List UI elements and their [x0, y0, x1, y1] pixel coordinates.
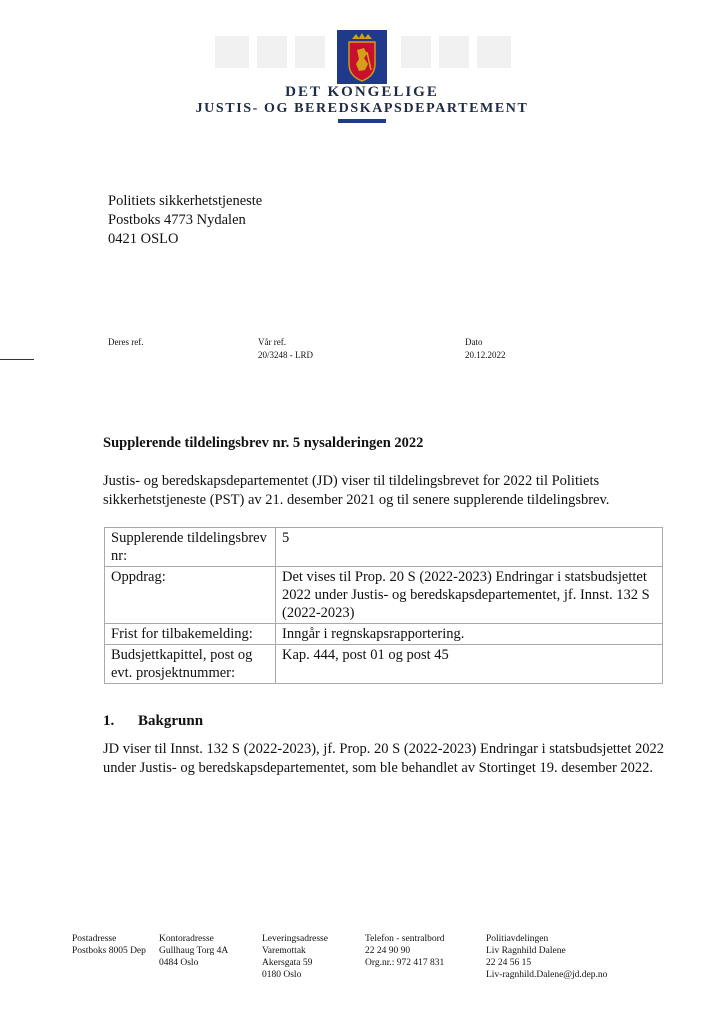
letter-subject: Supplerende tildelingsbrev nr. 5 nysalderingen 2022	[103, 435, 424, 451]
department-name-line1: DET KONGELIGE	[285, 84, 439, 100]
table-key: Oppdrag:	[105, 567, 276, 624]
table-value: Inngår i regnskapsrapportering.	[276, 624, 663, 645]
date-label: Dato	[465, 337, 483, 347]
fold-mark	[0, 359, 34, 360]
footer-department	[486, 933, 607, 981]
table-row	[105, 645, 663, 684]
section-heading	[103, 713, 203, 730]
section-title: Bakgrunn	[138, 713, 204, 729]
footer-postal	[72, 933, 146, 957]
table-key: Budsjettkapittel, post og evt. prosjektnummer:	[105, 645, 276, 684]
footer-line: Varemottak	[262, 946, 306, 956]
recipient-name: Politiets sikkerhetstjeneste	[108, 193, 263, 209]
footer-line: 22 24 90 90	[365, 946, 411, 956]
table-key: Frist for tilbakemelding:	[105, 624, 276, 645]
coat-of-arms-logo	[337, 30, 387, 84]
table-value: 5	[276, 528, 663, 567]
table-row	[105, 528, 663, 567]
footer-phone	[365, 933, 445, 969]
table-key: Supplerende tildelingsbrev nr:	[105, 528, 276, 567]
section-number: 1.	[103, 713, 115, 729]
footer-line: Org.nr.: 972 417 831	[365, 958, 445, 968]
table-value: Det vises til Prop. 20 S (2022-2023) Endringar i statsbudsjettet 2022 under Justis- og beredskapsdepartementet, jf. Innst. 132 S (2022-2023)	[276, 567, 663, 624]
table-row	[105, 567, 663, 624]
var-ref-label: Vår ref.	[258, 337, 286, 347]
recipient-city: 0421 OSLO	[108, 231, 179, 247]
footer-label: Politiavdelingen	[486, 934, 549, 944]
contact-email: Liv-ragnhild.Dalene@jd.dep.no	[486, 970, 608, 980]
recipient-address	[108, 192, 262, 249]
footer-label: Kontoradresse	[159, 934, 214, 944]
footer-label: Leveringsadresse	[262, 934, 328, 944]
footer-line: Gullhaug Torg 4A	[159, 946, 229, 956]
footer-line: Akersgata 59	[262, 958, 313, 968]
footer-line: 0180 Oslo	[262, 970, 302, 980]
recipient-street: Postboks 4773 Nydalen	[108, 212, 246, 228]
department-name-line2: JUSTIS- OG BEREDSKAPSDEPARTEMENT	[195, 101, 529, 116]
var-ref-value: 20/3248 - LRD	[258, 350, 313, 360]
date-value: 20.12.2022	[465, 350, 506, 360]
footer-line: Postboks 8005 Dep	[72, 946, 146, 956]
footer-line: 22 24 56 15	[486, 958, 532, 968]
assignment-info-table	[104, 527, 663, 684]
footer-delivery	[262, 933, 328, 981]
footer-label: Postadresse	[72, 934, 117, 944]
footer-office	[159, 933, 228, 969]
department-underline	[338, 119, 386, 123]
table-row	[105, 624, 663, 645]
intro-paragraph: Justis- og beredskapsdepartementet (JD) viser til tildelingsbrevet for 2022 til Politiets sikkerhetstjeneste (PST) av 21. desember 2021 og til senere supplerende tildelingsbrev.	[103, 473, 610, 508]
deres-ref-label: Deres ref.	[108, 337, 144, 347]
section-body: JD viser til Innst. 132 S (2022-2023), jf. Prop. 20 S (2022-2023) Endringar i statsbudsjettet 2022 under Justis- og beredskapsdepartementet, som ble behandlet av Stortinget 19. desember 2022.	[103, 741, 665, 776]
footer-line: 0484 Oslo	[159, 958, 199, 968]
table-value: Kap. 444, post 01 og post 45	[276, 645, 663, 684]
footer-line: Liv Ragnhild Dalene	[486, 946, 566, 956]
footer-label: Telefon - sentralbord	[365, 934, 445, 944]
